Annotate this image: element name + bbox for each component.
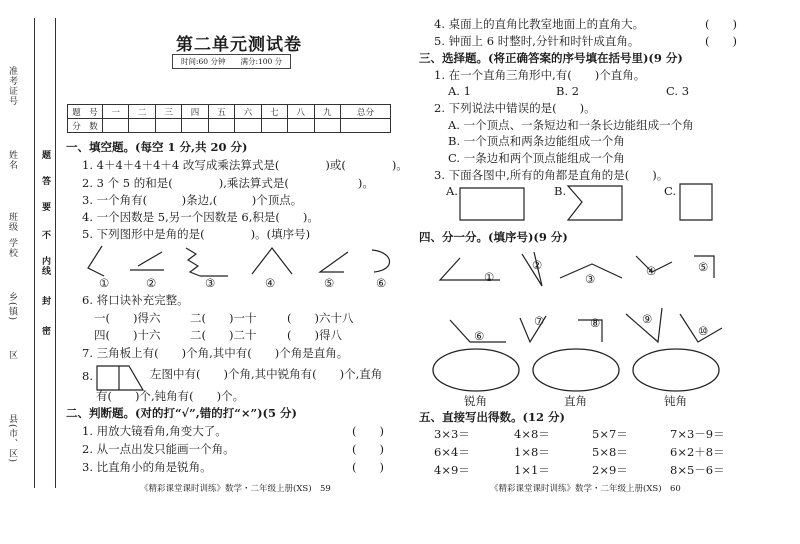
judge-4-answer[interactable]: ( ): [705, 17, 737, 31]
judge-3: 3. 比直角小的角是锐角。: [82, 460, 212, 474]
calc-item[interactable]: 3×3＝: [434, 427, 470, 441]
score-header-cell: 题 号: [68, 105, 103, 119]
calc-item[interactable]: 7×3－9＝: [670, 427, 725, 441]
choice-3-option: A.: [446, 184, 458, 198]
section-3-title: 三、选择题。(将正确答案的序号填在括号里)(9 分): [419, 51, 683, 65]
seal-char: 线: [40, 266, 50, 276]
seal-char: 题: [40, 150, 50, 160]
judge-3-answer[interactable]: ( ): [352, 460, 384, 474]
question-3: 3. 一个角有( )条边,( )个顶点。: [82, 193, 303, 207]
q5-label: ①: [99, 276, 110, 290]
score-cell[interactable]: [261, 119, 287, 133]
section-5-title: 五、直接写出得数。(12 分): [419, 410, 565, 424]
calc-item[interactable]: 5×7＝: [592, 427, 628, 441]
binding-frame: [34, 18, 56, 488]
time-score-note: 时间:60 分钟 满分:100 分: [172, 54, 291, 69]
angle-label: ⑩: [698, 324, 709, 338]
question-7: 7. 三角板上有( )个角,其中有( )个角是直角。: [82, 346, 349, 360]
question-2: 2. 3 个 5 的和是( ),乘法算式是( )。: [82, 176, 374, 190]
oval-label-acute: 锐角: [464, 394, 487, 408]
angle-label: ②: [532, 258, 543, 272]
page-title: 第二单元测试卷: [176, 35, 302, 55]
score-header-cell: 总分: [340, 105, 390, 119]
q6-item: 二( )二十: [190, 328, 257, 342]
seal-char: 要: [40, 202, 50, 212]
angle-label: ③: [585, 272, 596, 286]
choice-2-option: A. 一个顶点、一条短边和一条长边能组成一个角: [448, 118, 694, 132]
field-county: 县(市、区): [7, 414, 17, 464]
angle-label: ④: [646, 264, 657, 278]
judge-1-answer[interactable]: ( ): [352, 424, 384, 438]
field-class: 班级: [7, 212, 17, 232]
q5-label: ④: [265, 276, 276, 290]
q5-label: ③: [205, 276, 216, 290]
judge-5-answer[interactable]: ( ): [705, 34, 737, 48]
score-cell[interactable]: [208, 119, 234, 133]
score-cell[interactable]: [129, 119, 155, 133]
score-cell[interactable]: [288, 119, 314, 133]
seal-char: 内: [40, 256, 50, 266]
calc-item[interactable]: 8×5－6＝: [670, 463, 725, 477]
calc-item[interactable]: 4×8＝: [514, 427, 550, 441]
judge-5: 5. 钟面上 6 时整时,分针和时针成直角。: [434, 34, 640, 48]
choice-1-option: A. 1: [448, 84, 471, 98]
seal-char: 封: [40, 296, 50, 306]
seal-char: 答: [40, 176, 50, 186]
score-header-cell: 四: [182, 105, 208, 119]
question-6: 6. 将口诀补充完整。: [82, 293, 189, 307]
question-4: 4. 一个因数是 5,另一个因数是 6,积是( )。: [82, 210, 319, 224]
judge-2: 2. 从一点出发只能画一个角。: [82, 442, 235, 456]
question-8-line-1: 左图中有( )个角,其中锐角有( )个,直角: [150, 367, 383, 381]
score-header-cell: 三: [155, 105, 181, 119]
choice-1: 1. 在一个直角三角形中,有( )个直角。: [434, 68, 646, 82]
q6-item: ( )六十八: [287, 311, 354, 325]
calc-item[interactable]: 4×9＝: [434, 463, 470, 477]
choice-3-figures: [458, 182, 718, 226]
q6-item: 二( )一十: [190, 311, 257, 325]
q5-label: ⑥: [376, 276, 387, 290]
judge-4: 4. 桌面上的直角比教室地面上的直角大。: [434, 17, 645, 31]
section-2-title: 二、判断题。(对的打“√”,错的打“×”)(5 分): [66, 406, 297, 420]
q6-item: 四( )十六: [94, 328, 161, 342]
question-8-line-2: 有( )个,钝角有( )个。: [96, 389, 245, 403]
score-header-cell: 九: [314, 105, 340, 119]
q5-figures: [82, 244, 402, 284]
oval-label-right: 直角: [564, 394, 587, 408]
sorting-ovals: [432, 346, 722, 394]
score-header-cell: 六: [235, 105, 261, 119]
judge-1: 1. 用放大镜看角,角变大了。: [82, 424, 227, 438]
right-page-footer: 《精彩课堂课时训练》数学・二年级上册(XS) 60: [490, 484, 681, 494]
calc-item[interactable]: 6×4＝: [434, 445, 470, 459]
section-1-title: 一、填空题。(每空 1 分,共 20 分): [66, 140, 248, 154]
angle-label: ①: [484, 270, 495, 284]
question-8-number: 8.: [82, 369, 93, 383]
field-exam-id: 准考证号: [7, 66, 17, 106]
angle-label: ⑨: [642, 312, 653, 326]
score-cell[interactable]: [340, 119, 390, 133]
question-1: 1. 4＋4＋4＋4＋4 改写成乘法算式是( )或( )。: [82, 158, 408, 172]
judge-2-answer[interactable]: ( ): [352, 442, 384, 456]
score-header-cell: 七: [261, 105, 287, 119]
seal-char: 密: [40, 326, 50, 336]
calc-item[interactable]: 2×9＝: [592, 463, 628, 477]
choice-3-option: B.: [554, 184, 567, 198]
calc-item[interactable]: 6×2＋8＝: [670, 445, 725, 459]
calc-item[interactable]: 5×8＝: [592, 445, 628, 459]
field-school: 学校: [7, 238, 17, 258]
q6-item: ( )得八: [287, 328, 342, 342]
score-cell[interactable]: [314, 119, 340, 133]
field-district: 区: [7, 350, 17, 360]
choice-2-option: C. 一条边和两个顶点能组成一个角: [448, 151, 625, 165]
q5-label: ②: [146, 276, 157, 290]
score-header-cell: 八: [288, 105, 314, 119]
seal-char: 不: [40, 230, 50, 240]
choice-3-option: C.: [664, 184, 677, 198]
angle-label: ⑧: [590, 316, 601, 330]
angle-label: ⑥: [474, 329, 485, 343]
question-5: 5. 下列图形中是角的是( )。(填序号): [82, 227, 311, 241]
score-cell[interactable]: [155, 119, 181, 133]
calc-item[interactable]: 1×1＝: [514, 463, 550, 477]
angle-label: ⑤: [698, 260, 709, 274]
field-township: 乡(镇): [7, 292, 17, 322]
section-4-title: 四、分一分。(填序号)(9 分): [419, 230, 568, 244]
score-cell[interactable]: [235, 119, 261, 133]
choice-2: 2. 下列说法中错误的是( )。: [434, 101, 596, 115]
choice-1-option: B. 2: [556, 84, 580, 98]
score-header-cell: 一: [103, 105, 129, 119]
left-page-footer: 《精彩课堂课时训练》数学・二年级上册(XS) 59: [140, 484, 331, 494]
oval-label-obtuse: 钝角: [664, 394, 687, 408]
score-table: [67, 104, 391, 133]
score-header-cell: 五: [208, 105, 234, 119]
q5-label: ⑤: [324, 276, 335, 290]
score-header-cell: 二: [129, 105, 155, 119]
field-name: 姓名: [7, 150, 17, 170]
score-row-label: 分 数: [68, 119, 103, 133]
calc-item[interactable]: 1×8＝: [514, 445, 550, 459]
choice-3: 3. 下面各图中,所有的角都是直角的是( )。: [434, 168, 669, 182]
score-cell[interactable]: [182, 119, 208, 133]
choice-1-option: C. 3: [666, 84, 690, 98]
score-cell[interactable]: [103, 119, 129, 133]
q6-item: 一( )得六: [94, 311, 161, 325]
choice-2-option: B. 一个顶点和两条边能组成一个角: [448, 134, 625, 148]
angle-label: ⑦: [534, 314, 545, 328]
